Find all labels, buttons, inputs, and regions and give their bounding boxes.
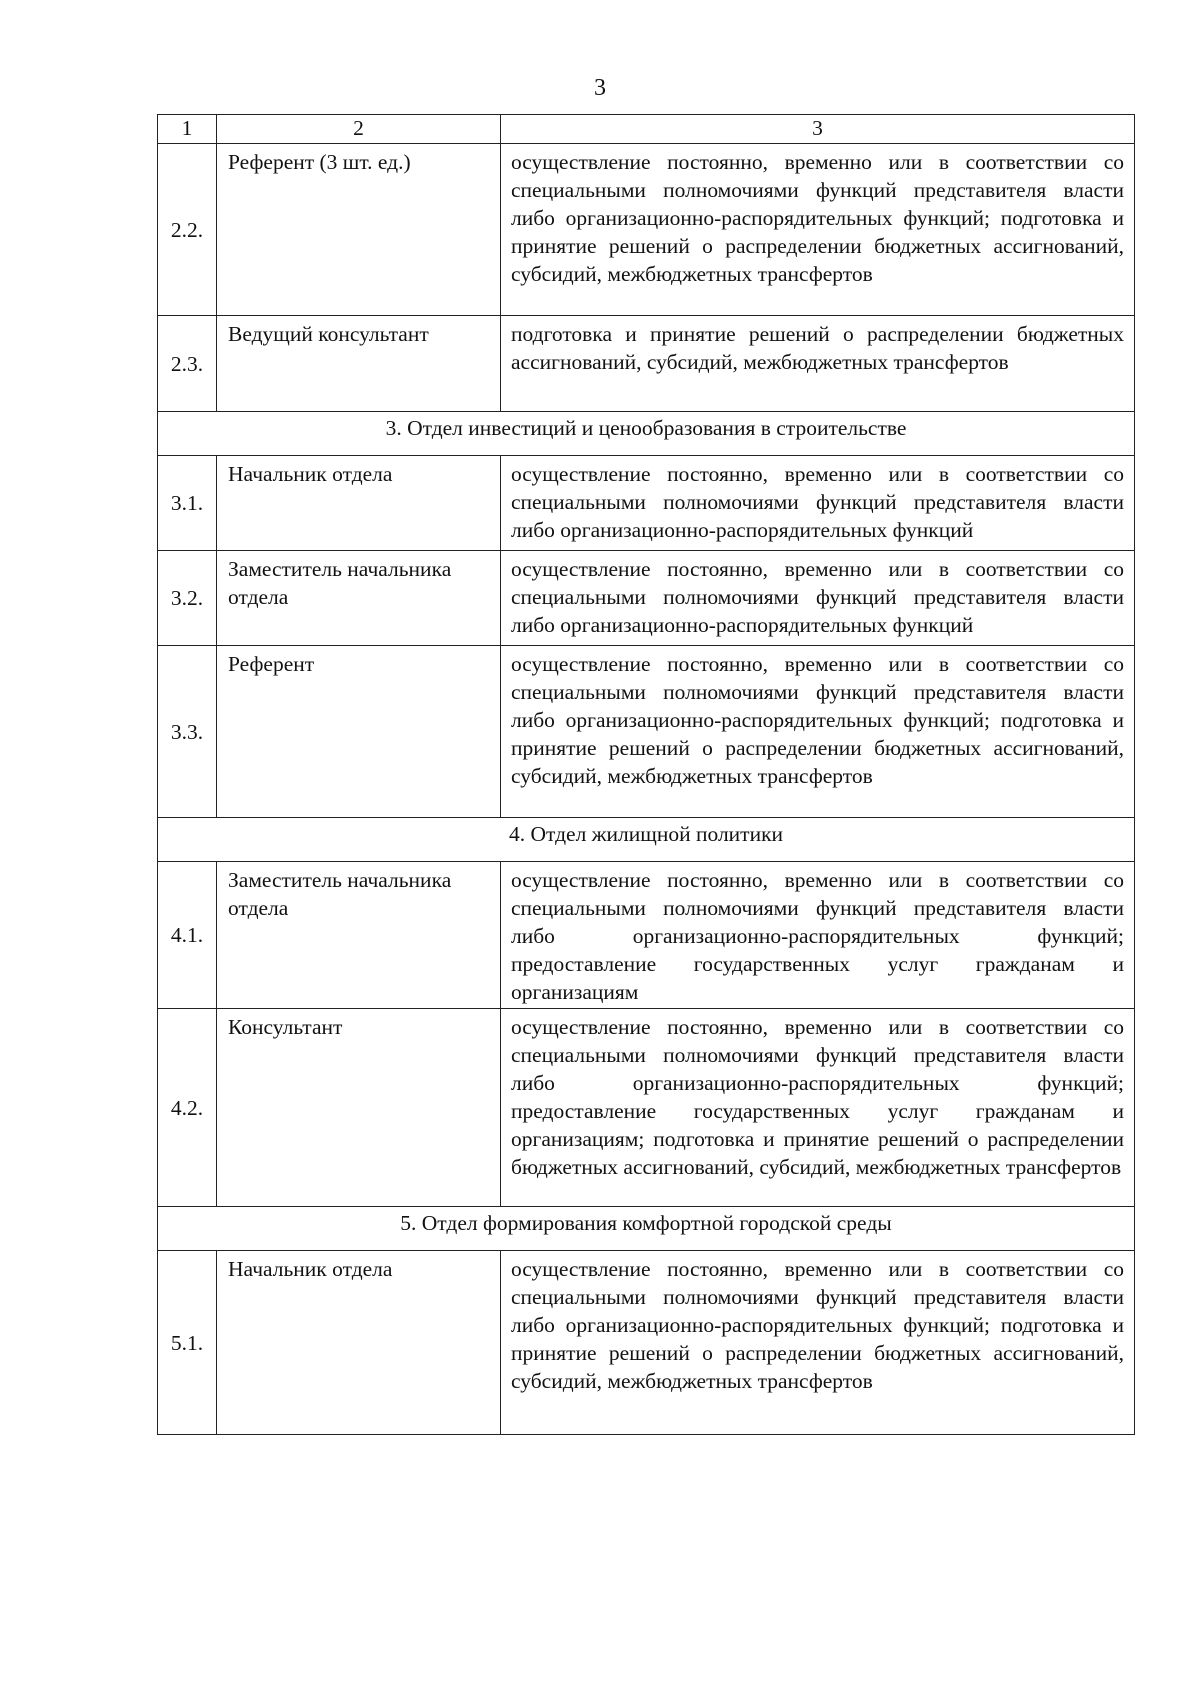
position-duties: осуществление постоянно, временно или в соответствии со специальными полномочиями функций представителя власти либо организационно-распорядительных функций (501, 551, 1135, 646)
position-duties: подготовка и принятие решений о распределении бюджетных ассигнований, субсидий, межбюджетных трансфертов (501, 316, 1135, 412)
table-row (158, 551, 1135, 646)
column-number-1: 1 (158, 115, 217, 144)
column-number-2: 2 (217, 115, 501, 144)
row-number: 4.1. (158, 862, 217, 1009)
page-number: 3 (594, 75, 606, 101)
column-number-3: 3 (501, 115, 1135, 144)
row-number: 2.3. (158, 316, 217, 412)
section-title: 3. Отдел инвестиций и ценообразования в строительстве (158, 412, 1135, 456)
position-title: Начальник отдела (217, 456, 501, 551)
table-row (158, 144, 1135, 316)
section-title: 5. Отдел формирования комфортной городской среды (158, 1207, 1135, 1251)
position-duties: осуществление постоянно, временно или в соответствии со специальными полномочиями функций представителя власти либо организационно-распорядительных функций; предоставление государственных услуг гражданам и организациям (501, 862, 1135, 1009)
position-title: Референт (217, 646, 501, 818)
section-heading-row (158, 818, 1135, 862)
table-row (158, 646, 1135, 818)
position-title: Заместитель начальника отдела (217, 862, 501, 1009)
section-heading-row (158, 1207, 1135, 1251)
row-number: 3.1. (158, 456, 217, 551)
section-heading-row (158, 412, 1135, 456)
position-duties: осуществление постоянно, временно или в соответствии со специальными полномочиями функций представителя власти либо организационно-распорядительных функций; подготовка и принятие решений о распределении бюджетных ассигнований, субсидий, межбюджетных трансфертов (501, 646, 1135, 818)
row-number: 4.2. (158, 1009, 217, 1207)
row-number: 5.1. (158, 1251, 217, 1435)
section-title: 4. Отдел жилищной политики (158, 818, 1135, 862)
table-row (158, 456, 1135, 551)
position-duties: осуществление постоянно, временно или в соответствии со специальными полномочиями функций представителя власти либо организационно-распорядительных функций; предоставление государственных услуг гражданам и организациям; подготовка и принятие решений о распределении бюджетных ассигнований, субсидий, межбюджетных трансфертов (501, 1009, 1135, 1207)
position-duties: осуществление постоянно, временно или в соответствии со специальными полномочиями функций представителя власти либо организационно-распорядительных функций; подготовка и принятие решений о распределении бюджетных ассигнований, субсидий, межбюджетных трансфертов (501, 1251, 1135, 1435)
row-number: 2.2. (158, 144, 217, 316)
row-number: 3.3. (158, 646, 217, 818)
position-title: Референт (3 шт. ед.) (217, 144, 501, 316)
positions-table (157, 114, 1135, 1435)
position-title: Начальник отдела (217, 1251, 501, 1435)
table-row (158, 1251, 1135, 1435)
position-duties: осуществление постоянно, временно или в соответствии со специальными полномочиями функций представителя власти либо организационно-распорядительных функций (501, 456, 1135, 551)
position-duties: осуществление постоянно, временно или в соответствии со специальными полномочиями функций представителя власти либо организационно-распорядительных функций; подготовка и принятие решений о распределении бюджетных ассигнований, субсидий, межбюджетных трансфертов (501, 144, 1135, 316)
position-title: Консультант (217, 1009, 501, 1207)
position-title: Ведущий консультант (217, 316, 501, 412)
table-row (158, 862, 1135, 1009)
table-header-row (158, 115, 1135, 144)
table-row (158, 316, 1135, 412)
row-number: 3.2. (158, 551, 217, 646)
table-row (158, 1009, 1135, 1207)
position-title: Заместитель начальника отдела (217, 551, 501, 646)
